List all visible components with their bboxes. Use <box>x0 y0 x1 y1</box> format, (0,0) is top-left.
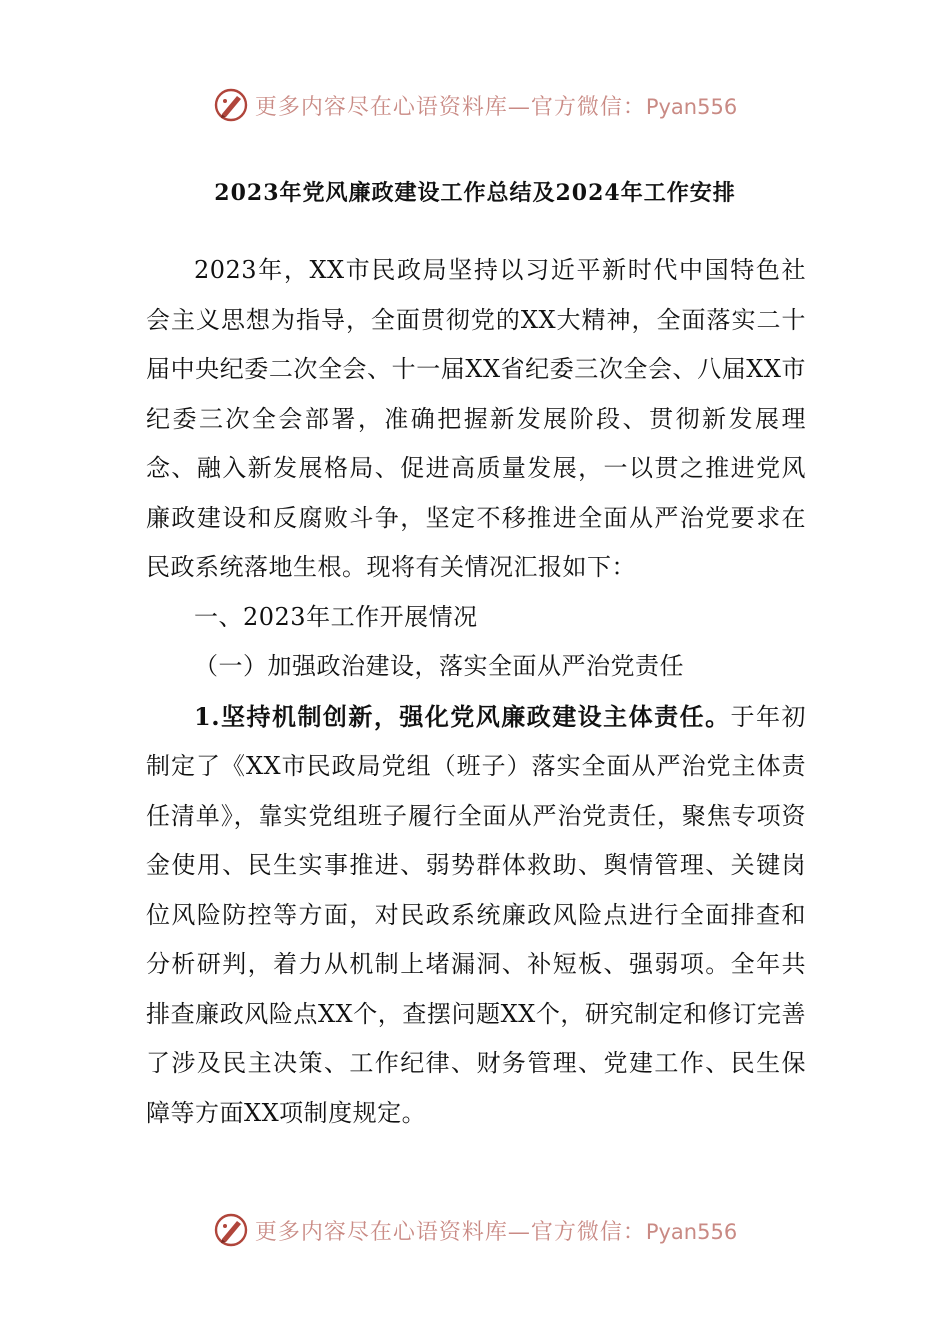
item-1-paragraph <box>146 692 806 1139</box>
watermark-banner-bottom <box>0 1205 950 1255</box>
item-1-body: 于年初制定了《XX市民政局党组（班子）落实全面从严治党主体责任清单》，靠实党组班子履行全面从严治党责任，聚焦专项资金使用、民生实事推进、弱势群体救助、舆情管理、关键岗位风险防控等方面，对民政系统廉政风险点进行全面排查和分析研判，着力从机制上堵漏洞、补短板、强弱项。全年共排查廉政风险点XX个，查摆问题XX个，研究制定和修订完善了涉及民主决策、工作纪律、财务管理、党建工作、民生保障等方面XX项制度规定。 <box>146 702 806 1127</box>
intro-paragraph: 2023年，XX市民政局坚持以习近平新时代中国特色社会主义思想为指导，全面贯彻党的XX大精神，全面落实二十届中央纪委二次全会、十一届XX省纪委三次全会、八届XX市纪委三次全会部署，准确把握新发展阶段、贯彻新发展理念、融入新发展格局、促进高质量发展，一以贯之推进党风廉政建设和反腐败斗争，坚定不移推进全面从严治党要求在民政系统落地生根。现将有关情况汇报如下： <box>146 256 806 581</box>
pen-logo-icon <box>213 1212 249 1248</box>
section-heading-2: （一）加强政治建设，落实全面从严治党责任 <box>194 652 684 680</box>
watermark-text: 更多内容尽在心语资料库—官方微信：Pyan556 <box>254 1219 738 1245</box>
document-body <box>146 246 806 1138</box>
watermark-banner-top <box>0 80 950 130</box>
section-heading-1: 一、2023年工作开展情况 <box>194 602 478 631</box>
item-1-lead: 1.坚持机制创新，强化党风廉政建设主体责任。 <box>194 701 731 731</box>
pen-logo-icon <box>213 87 249 123</box>
watermark-text: 更多内容尽在心语资料库—官方微信：Pyan556 <box>254 94 738 120</box>
document-title: 2023年党风廉政建设工作总结及2024年工作安排 <box>214 180 736 206</box>
